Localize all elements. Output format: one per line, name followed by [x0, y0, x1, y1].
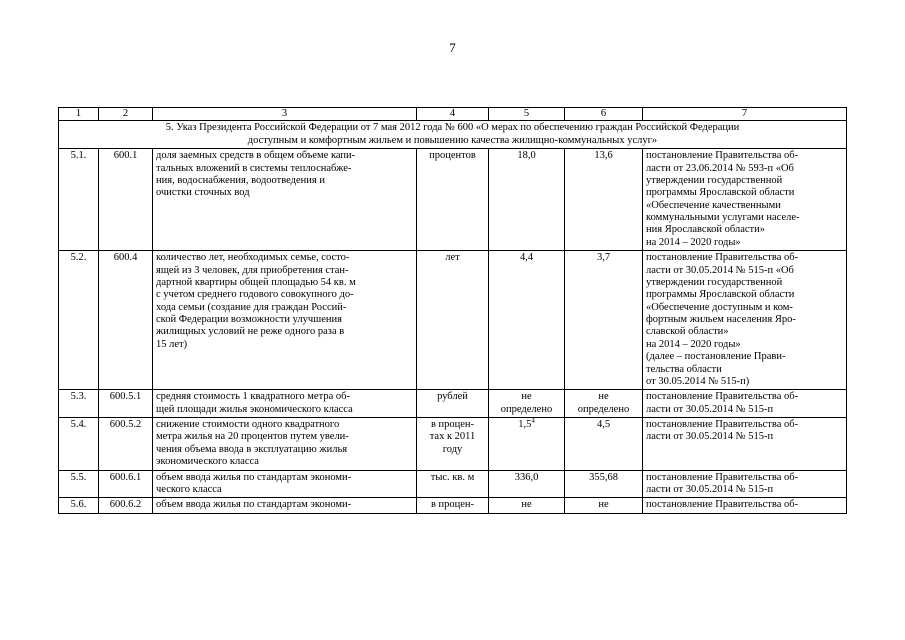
value-col-5 [489, 390, 565, 418]
indicator-code: 600.4 [99, 251, 153, 390]
value-text: 4,4 [519, 252, 534, 264]
table-row [59, 498, 847, 513]
table-row [59, 470, 847, 498]
value-col-5 [489, 251, 565, 390]
indicator-name: количество лет, необходимых семье, состо- ящей из 3 человек, для приобретения стан- дартной квартиры общей площадью 54 кв. м с учетом среднего годового совокупного до- хода семьи (создание для граждан Россий- ской Федерации возможности улучшения жилищных условий не реже одного раза в 15 лет) [153, 251, 417, 390]
value-text: не определено [500, 391, 553, 415]
section-row [59, 121, 847, 149]
value-col-6: 3,7 [565, 251, 643, 390]
source-document: постановление Правительства об- ласти от 30.05.2014 № 515-п [643, 390, 847, 418]
unit: тыс. кв. м [417, 470, 489, 498]
table-row [59, 149, 847, 251]
header-col-1: 1 [59, 108, 99, 121]
indicator-name: объем ввода жилья по стандартам экономи- [153, 498, 417, 513]
indicator-code: 600.6.2 [99, 498, 153, 513]
value-text: 18,0 [517, 150, 536, 162]
value-text: 336,0 [514, 471, 539, 483]
footnote-mark: 4 [531, 416, 535, 425]
value-col-5 [489, 149, 565, 251]
table-row [59, 251, 847, 390]
page-number: 7 [449, 40, 456, 55]
row-number: 5.6. [59, 498, 99, 513]
header-col-3: 3 [153, 108, 417, 121]
table-row [59, 390, 847, 418]
header-col-7: 7 [643, 108, 847, 121]
indicator-name: доля заемных средств в общем объеме капи- тальных вложений в системы теплоснабже- ния, водоснабжения, водоотведения и очистки сточных вод [153, 149, 417, 251]
value-col-6: не определено [565, 390, 643, 418]
indicator-code: 600.5.1 [99, 390, 153, 418]
value-col-5 [489, 498, 565, 513]
value-col-6: 355,68 [565, 470, 643, 498]
header-col-6: 6 [565, 108, 643, 121]
unit: лет [417, 251, 489, 390]
indicator-name: средняя стоимость 1 квадратного метра об- щей площади жилья экономического класса [153, 390, 417, 418]
source-document: постановление Правительства об- ласти от 30.05.2014 № 515-п «Об утверждении государственной программы Ярославской области «Обеспечение доступным и ком- фортным жильем населения Яро- славской области» на 2014 – 2020 годы» (далее – постановление Прави- тельства области от 30.05.2014 № 515-п) [643, 251, 847, 390]
header-row [59, 108, 847, 121]
value-col-6: 4,5 [565, 418, 643, 471]
section-title: 5. Указ Президента Российской Федерации от 7 мая 2012 года № 600 «О мерах по обеспечению граждан Российской Федерации доступным и комфортным жильем и повышению качества жилищно-коммунальных услуг» [59, 121, 847, 149]
value-text: 1,5 [518, 419, 532, 430]
unit: процентов [417, 149, 489, 251]
value-col-6: 13,6 [565, 149, 643, 251]
row-number: 5.5. [59, 470, 99, 498]
indicator-code: 600.5.2 [99, 418, 153, 471]
row-number: 5.2. [59, 251, 99, 390]
unit: в процен- тах к 2011 году [417, 418, 489, 471]
unit: рублей [417, 390, 489, 418]
source-document: постановление Правительства об- [643, 498, 847, 513]
indicator-name: объем ввода жилья по стандартам экономи- ческого класса [153, 470, 417, 498]
unit: в процен- [417, 498, 489, 513]
indicators-table [58, 107, 847, 514]
row-number: 5.1. [59, 149, 99, 251]
row-number: 5.4. [59, 418, 99, 471]
value-col-5 [489, 418, 565, 471]
value-col-6: не [565, 498, 643, 513]
value-col-5 [489, 470, 565, 498]
indicator-name: снижение стоимости одного квадратного метра жилья на 20 процентов путем увели- чения объема ввода в эксплуатацию жилья экономического класса [153, 418, 417, 471]
indicator-code: 600.1 [99, 149, 153, 251]
header-col-2: 2 [99, 108, 153, 121]
table-row [59, 418, 847, 471]
header-col-4: 4 [417, 108, 489, 121]
indicator-code: 600.6.1 [99, 470, 153, 498]
row-number: 5.3. [59, 390, 99, 418]
source-document: постановление Правительства об- ласти от 23.06.2014 № 593-п «Об утверждении государственной программы Ярославской области «Обеспечение качественными коммунальными услугами населе- ния Ярославской области» на 2014 – 2020 годы» [643, 149, 847, 251]
source-document: постановление Правительства об- ласти от 30.05.2014 № 515-п [643, 470, 847, 498]
value-text: не [521, 499, 532, 511]
source-document: постановление Правительства об- ласти от 30.05.2014 № 515-п [643, 418, 847, 471]
header-col-5: 5 [489, 108, 565, 121]
